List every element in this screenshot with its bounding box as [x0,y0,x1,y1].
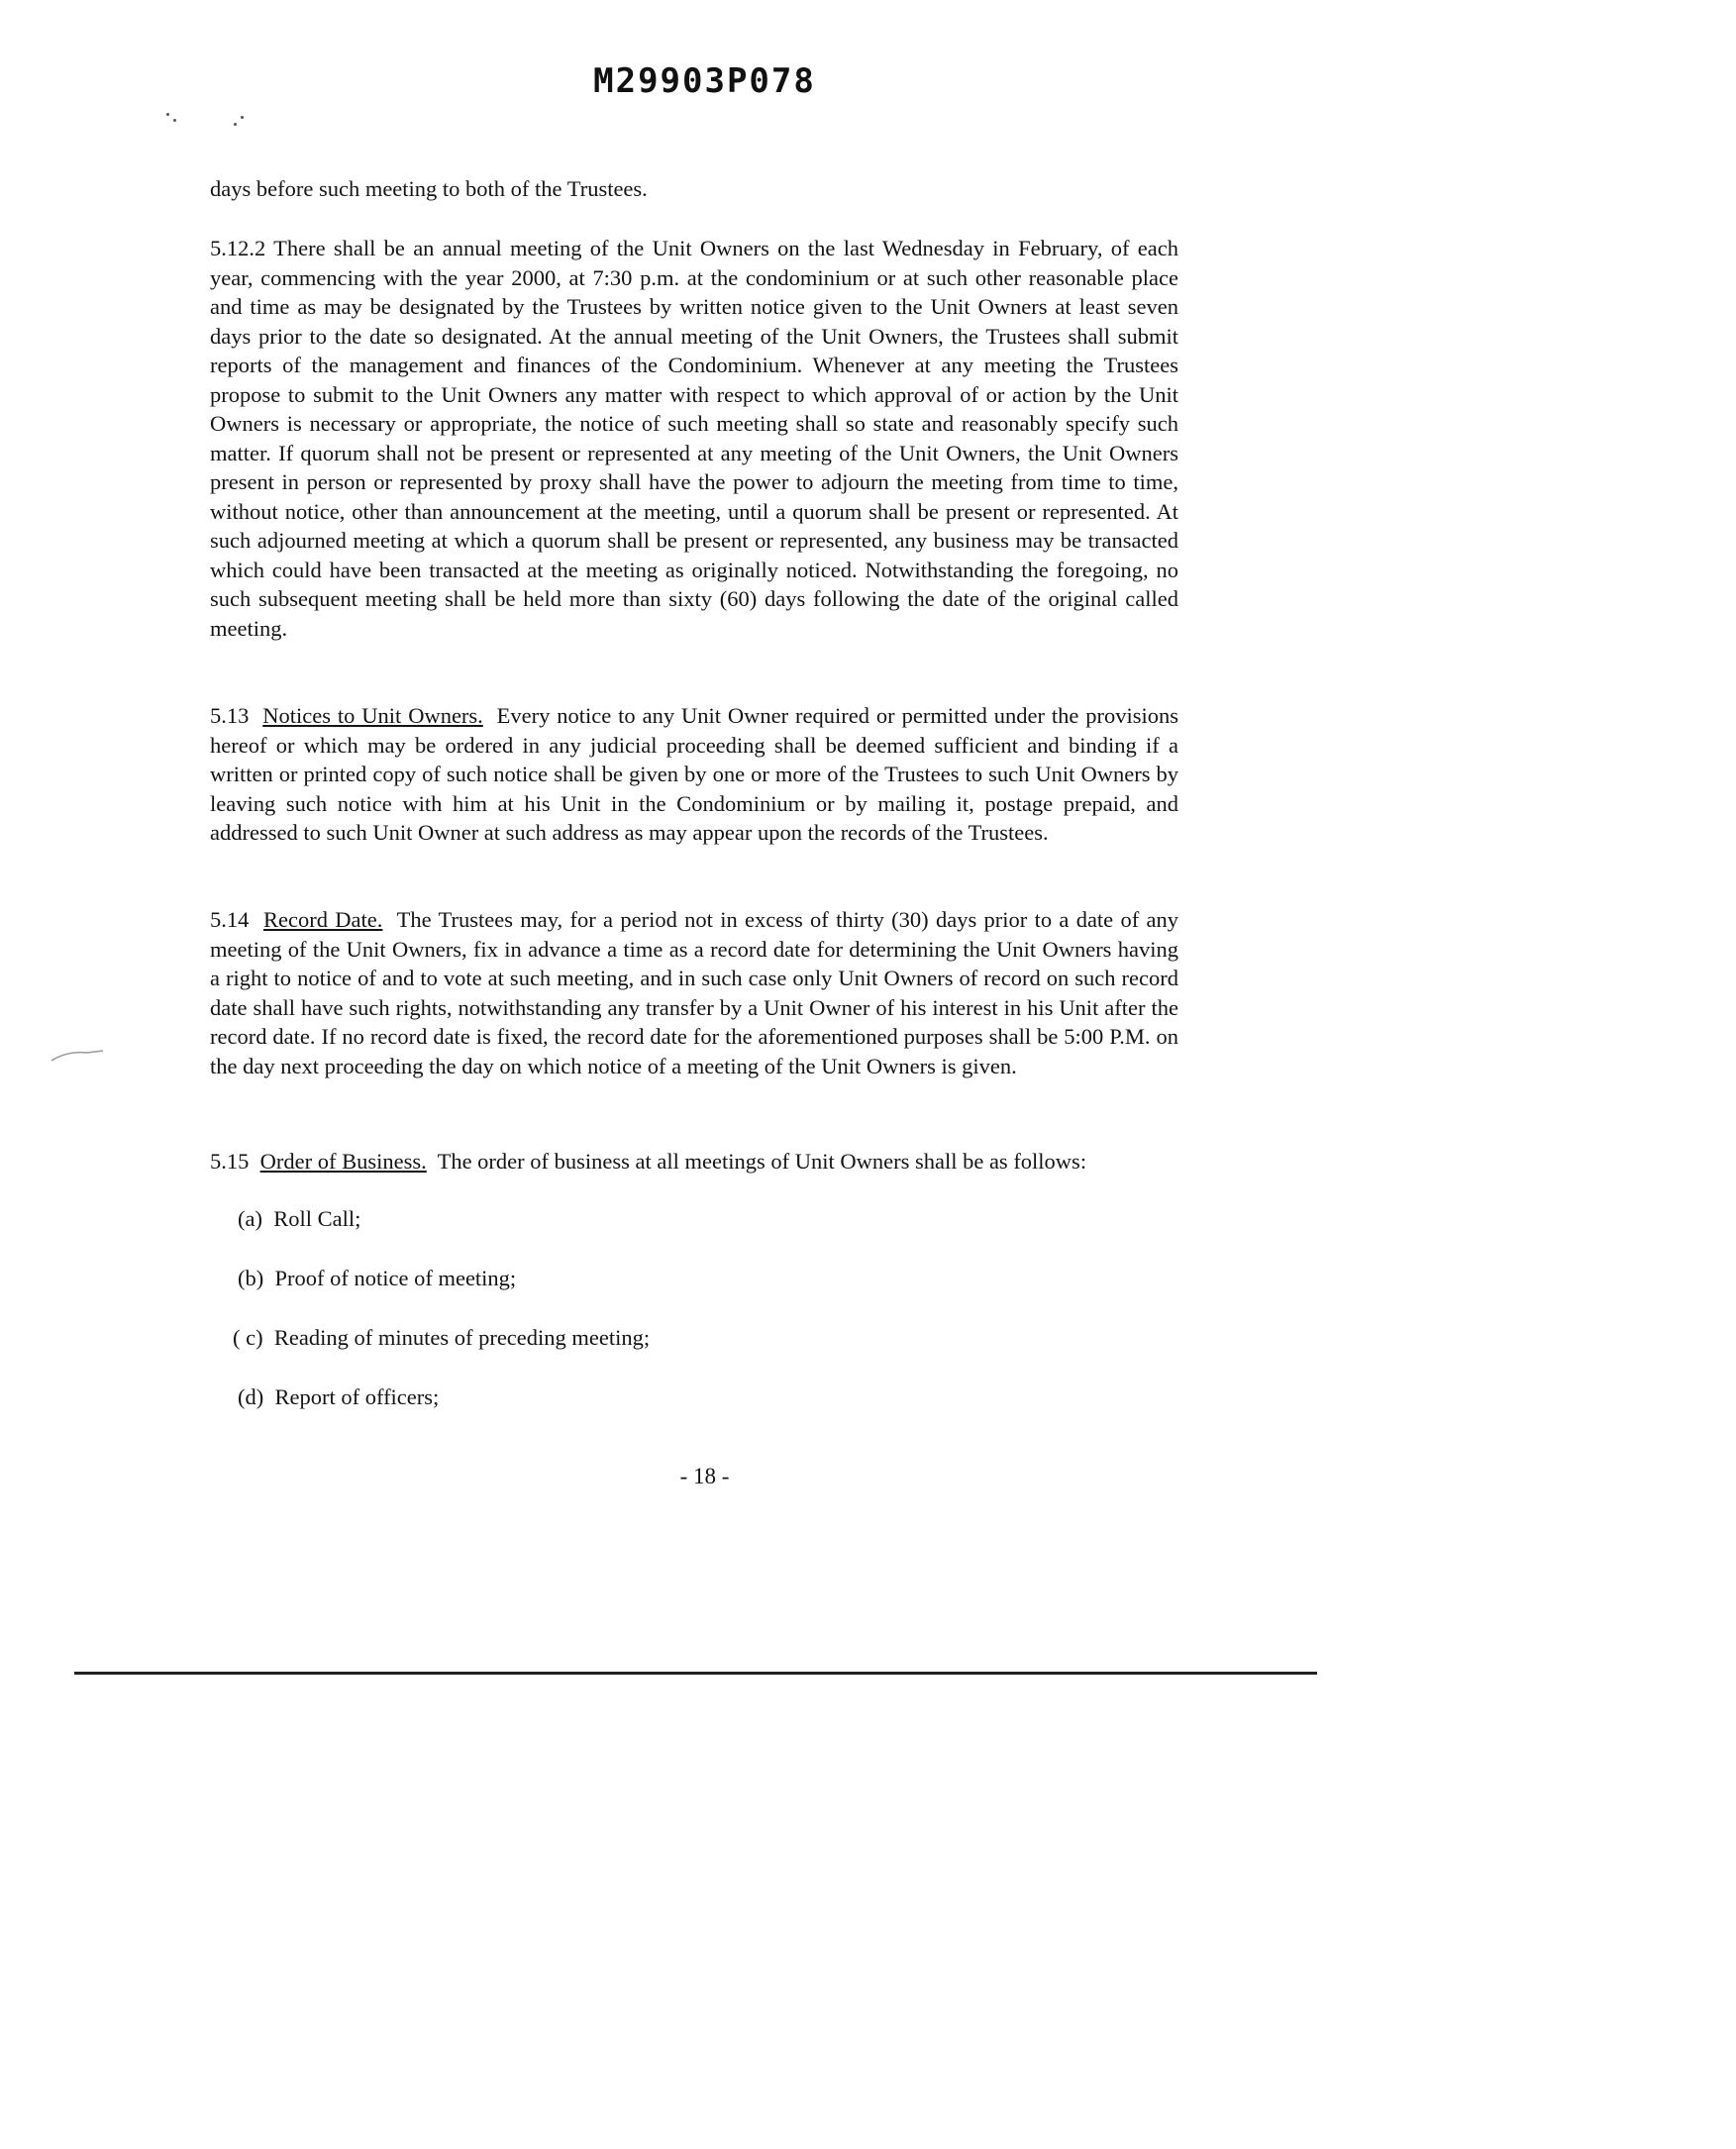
scan-edge-rule [74,1672,1317,1675]
section-heading: Record Date. [263,907,383,932]
paragraph-5-12-2: 5.12.2 There shall be an annual meeting of the Unit Owners on the last Wednesday in February, of each year, commencing with the year 2000, at 7:30 p.m. at the condominium or at such other reasonable place and time as may be designated by the Trustees by written notice given to the Unit Owners at least seven days prior to the date so designated. At the annual meeting of the Unit Owners, the Trustees shall submit reports of the management and finances of the Condominium. Whenever at any meeting the Trustees propose to submit to the Unit Owners any matter with respect to which approval of or action by the Unit Owners is necessary or appropriate, the notice of such meeting shall so state and reasonably specify such matter. If quorum shall not be present or represented at any meeting of the Unit Owners, the Unit Owners present in person or represented by proxy shall have the power to adjourn the meeting from time to time, without notice, other than announcement at the meeting, until a quorum shall be present or represented. At such adjourned meeting at which a quorum shall be present or represented, any business may be transacted which could have been transacted at the meeting as originally noticed. Notwithstanding the foregoing, no such subsequent meeting shall be held more than sixty (60) days following the date of the original called meeting. [210,236,1178,641]
section-body: The order of business at all meetings of Unit Owners shall be as follows: [437,1149,1087,1174]
section-5-15 [210,1147,1178,1177]
scan-speck [234,123,237,126]
list-item [238,1266,516,1291]
section-5-14 [210,905,1178,1080]
section-body: Every notice to any Unit Owner required or permitted under the provisions hereof or which may be ordered in any judicial proceeding shall be deemed sufficient and binding if a written or printed copy of such notice shall be given by one or more of the Trustees to such Unit Owners by leaving such notice with him at his Unit in the Condominium or by mailing it, postage prepaid, and addressed to such Unit Owner at such address as may appear upon the records of the Trustees. [210,703,1179,845]
list-text: Report of officers; [274,1384,440,1409]
section-body: The Trustees may, for a period not in excess of thirty (30) days prior to a date of any meeting of the Unit Owners, fix in advance a time as a record date for determining the Unit Owners having a right to notice of and to vote at such meeting, and in such case only Unit Owners of record on such record date shall have such rights, notwithstanding any transfer by a Unit Owner of his interest in his Unit after the record date. If no record date is fixed, the record date for the aforementioned purposes shall be 5:00 P.M. on the day next proceeding the day on which notice of a meeting of the Unit Owners is given. [210,907,1179,1078]
list-text: Roll Call; [273,1206,361,1231]
list-item [238,1384,439,1410]
list-item [238,1206,360,1232]
list-marker: (d) [238,1384,264,1409]
list-marker: (a) [238,1206,262,1231]
page-number: - 18 - [679,1464,730,1488]
section-5-13 [210,701,1178,848]
section-number: 5.14 [210,907,250,932]
scan-speck [241,116,244,119]
continuation-paragraph: days before such meeting to both of the Trustees. [210,176,648,201]
section-number: 5.15 [210,1149,250,1174]
section-heading: Notices to Unit Owners. [262,703,483,728]
margin-scribble [48,1045,107,1065]
list-item [233,1325,650,1351]
scan-speck [173,119,176,122]
list-text: Proof of notice of meeting; [274,1266,517,1290]
list-marker: (b) [238,1266,264,1290]
document-stamp: M29903P078 [593,61,816,101]
list-marker: ( c) [233,1325,263,1350]
list-text: Reading of minutes of preceding meeting; [273,1325,651,1350]
scan-speck [166,113,169,116]
section-heading: Order of Business. [259,1149,427,1174]
section-number: 5.13 [210,703,250,728]
